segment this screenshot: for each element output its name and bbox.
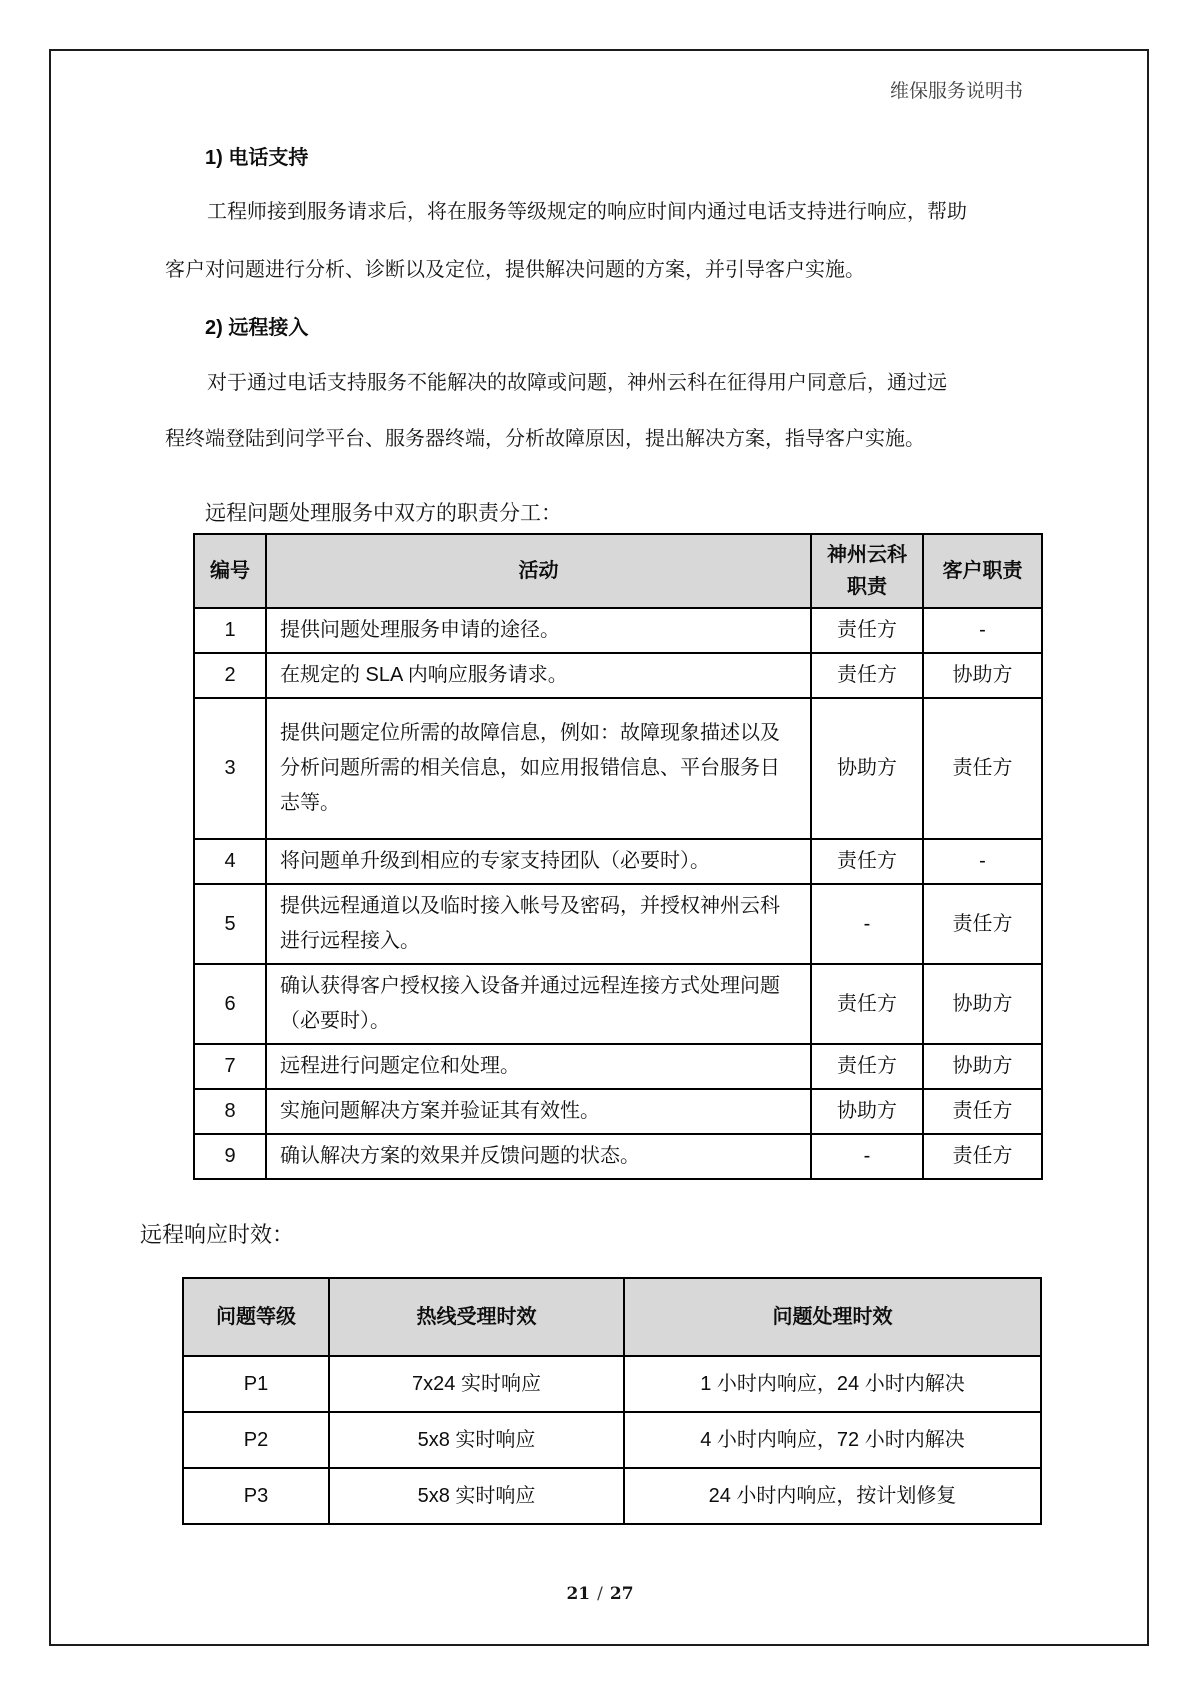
cell-level: P1 — [183, 1356, 329, 1412]
section-heading-remote-access: 2) 远程接入 — [205, 317, 309, 339]
cell-handling: 1 小时内响应，24 小时内解决 — [624, 1356, 1041, 1412]
cell-customer: - — [923, 839, 1042, 884]
response-times-table-intro: 远程响应时效： — [140, 1222, 295, 1247]
cell-hotline: 7x24 实时响应 — [329, 1356, 624, 1412]
page-number-separator: / — [597, 1584, 603, 1604]
page-footer — [0, 1584, 1200, 1604]
cell-vendor: - — [811, 884, 923, 964]
cell-vendor: 责任方 — [811, 608, 923, 653]
table-row — [194, 698, 1042, 839]
cell-vendor: 协助方 — [811, 1089, 923, 1134]
column-header-activity: 活动 — [266, 534, 811, 608]
cell-no: 5 — [194, 884, 266, 964]
cell-handling: 4 小时内响应，72 小时内解决 — [624, 1412, 1041, 1468]
cell-vendor: 责任方 — [811, 839, 923, 884]
table-row — [194, 884, 1042, 964]
cell-vendor: 责任方 — [811, 964, 923, 1044]
cell-customer: 协助方 — [923, 653, 1042, 698]
table-row — [194, 1044, 1042, 1089]
cell-no: 2 — [194, 653, 266, 698]
cell-no: 4 — [194, 839, 266, 884]
cell-activity: 确认解决方案的效果并反馈问题的状态。 — [266, 1134, 811, 1179]
cell-customer: 协助方 — [923, 1044, 1042, 1089]
cell-handling: 24 小时内响应，按计划修复 — [624, 1468, 1041, 1524]
cell-no: 7 — [194, 1044, 266, 1089]
document-header-title: 维保服务说明书 — [889, 80, 1023, 102]
cell-vendor: - — [811, 1134, 923, 1179]
cell-activity: 提供问题定位所需的故障信息，例如：故障现象描述以及 分析问题所需的相关信息，如应用报错信息、平台服务日 志等。 — [266, 698, 811, 839]
table-row — [183, 1356, 1041, 1412]
paragraph-line: 程终端登陆到问学平台、服务器终端，分析故障原因，提出解决方案，指导客户实施。 — [165, 428, 925, 450]
table-header-row — [183, 1278, 1041, 1356]
cell-customer: 责任方 — [923, 884, 1042, 964]
column-header-customer: 客户职责 — [923, 534, 1042, 608]
cell-vendor: 责任方 — [811, 1044, 923, 1089]
cell-vendor: 责任方 — [811, 653, 923, 698]
cell-customer: 协助方 — [923, 964, 1042, 1044]
page-number-total: 27 — [609, 1584, 634, 1604]
table-row — [194, 964, 1042, 1044]
cell-activity: 在规定的 SLA 内响应服务请求。 — [266, 653, 811, 698]
cell-customer: 责任方 — [923, 1089, 1042, 1134]
section-heading-phone-support: 1) 电话支持 — [205, 147, 309, 169]
cell-no: 3 — [194, 698, 266, 839]
cell-activity: 实施问题解决方案并验证其有效性。 — [266, 1089, 811, 1134]
cell-no: 9 — [194, 1134, 266, 1179]
table-row — [194, 1089, 1042, 1134]
cell-vendor: 协助方 — [811, 698, 923, 839]
cell-no: 1 — [194, 608, 266, 653]
response-times-table — [182, 1277, 1042, 1525]
table-row — [183, 1412, 1041, 1468]
cell-activity: 提供问题处理服务申请的途径。 — [266, 608, 811, 653]
table-row — [194, 1134, 1042, 1179]
cell-hotline: 5x8 实时响应 — [329, 1468, 624, 1524]
paragraph-line: 客户对问题进行分析、诊断以及定位，提供解决问题的方案，并引导客户实施。 — [165, 259, 865, 281]
cell-customer: 责任方 — [923, 698, 1042, 839]
column-header-vendor: 神州云科 职责 — [811, 534, 923, 608]
table-header-row — [194, 534, 1042, 608]
cell-customer: 责任方 — [923, 1134, 1042, 1179]
paragraph-line: 工程师接到服务请求后，将在服务等级规定的响应时间内通过电话支持进行响应，帮助 — [207, 201, 967, 223]
cell-no: 8 — [194, 1089, 266, 1134]
cell-customer: - — [923, 608, 1042, 653]
table-row — [194, 839, 1042, 884]
cell-hotline: 5x8 实时响应 — [329, 1412, 624, 1468]
responsibilities-table-intro: 远程问题处理服务中双方的职责分工： — [205, 502, 562, 525]
cell-activity: 提供远程通道以及临时接入帐号及密码，并授权神州云科 进行远程接入。 — [266, 884, 811, 964]
paragraph-line: 对于通过电话支持服务不能解决的故障或问题，神州云科在征得用户同意后，通过远 — [207, 372, 947, 394]
table-row — [194, 653, 1042, 698]
column-header-hotline: 热线受理时效 — [329, 1278, 624, 1356]
cell-activity: 将问题单升级到相应的专家支持团队（必要时）。 — [266, 839, 811, 884]
cell-level: P3 — [183, 1468, 329, 1524]
table-row — [183, 1468, 1041, 1524]
cell-level: P2 — [183, 1412, 329, 1468]
column-header-no: 编号 — [194, 534, 266, 608]
column-header-handling: 问题处理时效 — [624, 1278, 1041, 1356]
cell-no: 6 — [194, 964, 266, 1044]
column-header-level: 问题等级 — [183, 1278, 329, 1356]
table-row — [194, 608, 1042, 653]
page-number-current: 21 — [566, 1584, 591, 1604]
cell-activity: 确认获得客户授权接入设备并通过远程连接方式处理问题 （必要时）。 — [266, 964, 811, 1044]
cell-activity: 远程进行问题定位和处理。 — [266, 1044, 811, 1089]
responsibilities-table — [193, 533, 1043, 1180]
